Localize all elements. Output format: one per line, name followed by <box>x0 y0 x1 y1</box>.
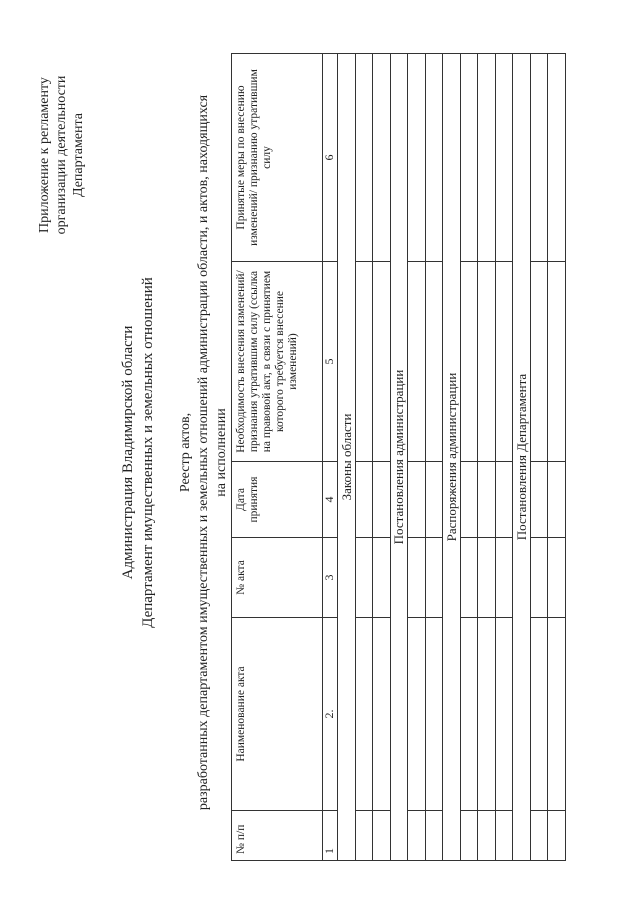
col-header-number: № п/п <box>232 811 323 861</box>
table-row <box>425 54 443 861</box>
acts-registry-table <box>231 53 566 861</box>
registry-title: Реестр актов, <box>178 412 193 493</box>
section-row <box>443 54 461 861</box>
table-row <box>408 54 426 861</box>
section-row <box>390 54 408 861</box>
col-header-amendment-need: Необходимость внесения изменений/ признания утратившим силу (ссылка на правовой акт, в связи с принятием которого требуется внесение изменений) <box>232 262 323 462</box>
section-title: Постановления Департамента <box>513 54 531 861</box>
col-number: 5 <box>322 262 337 462</box>
col-number: 2. <box>322 618 337 811</box>
section-row <box>513 54 531 861</box>
appendix-note <box>36 35 87 275</box>
col-header-act-name: Наименование акта <box>232 618 323 811</box>
table-row <box>355 54 373 861</box>
col-number: 4 <box>322 462 337 538</box>
table-row <box>495 54 513 861</box>
col-header-act-number: № акта <box>232 538 323 618</box>
table-row <box>478 54 496 861</box>
col-header-measures-taken: Принятые меры по внесению изменений/ признанию утратившим силу <box>232 54 323 262</box>
section-row <box>338 54 356 861</box>
table-row <box>460 54 478 861</box>
org-name: Администрация Владимирской области <box>120 325 136 580</box>
column-number-row <box>322 54 337 861</box>
col-number: 6 <box>322 54 337 262</box>
appendix-line-1: Приложение к регламенту <box>37 77 52 233</box>
table-row <box>530 54 548 861</box>
col-header-adoption-date: Дата принятия <box>232 462 323 538</box>
col-number: 3 <box>322 538 337 618</box>
appendix-line-3: Департамента <box>71 112 86 198</box>
section-title: Законы области <box>338 54 356 861</box>
col-number: 1 <box>322 811 337 861</box>
section-title: Распоряжения администрации <box>443 54 461 861</box>
table-header-row <box>232 54 323 861</box>
dept-name: Департамент имущественных и земельных отношений <box>140 277 156 628</box>
appendix-line-2: организации деятельности <box>54 75 69 235</box>
registry-subtitle-end: на исполнении <box>214 408 229 497</box>
registry-subtitle: разработанных департаментом имущественных и земельных отношений администрации области, и актов, находящихся <box>196 94 211 811</box>
table-row <box>548 54 566 861</box>
section-title: Постановления администрации <box>390 54 408 861</box>
table-row <box>373 54 391 861</box>
